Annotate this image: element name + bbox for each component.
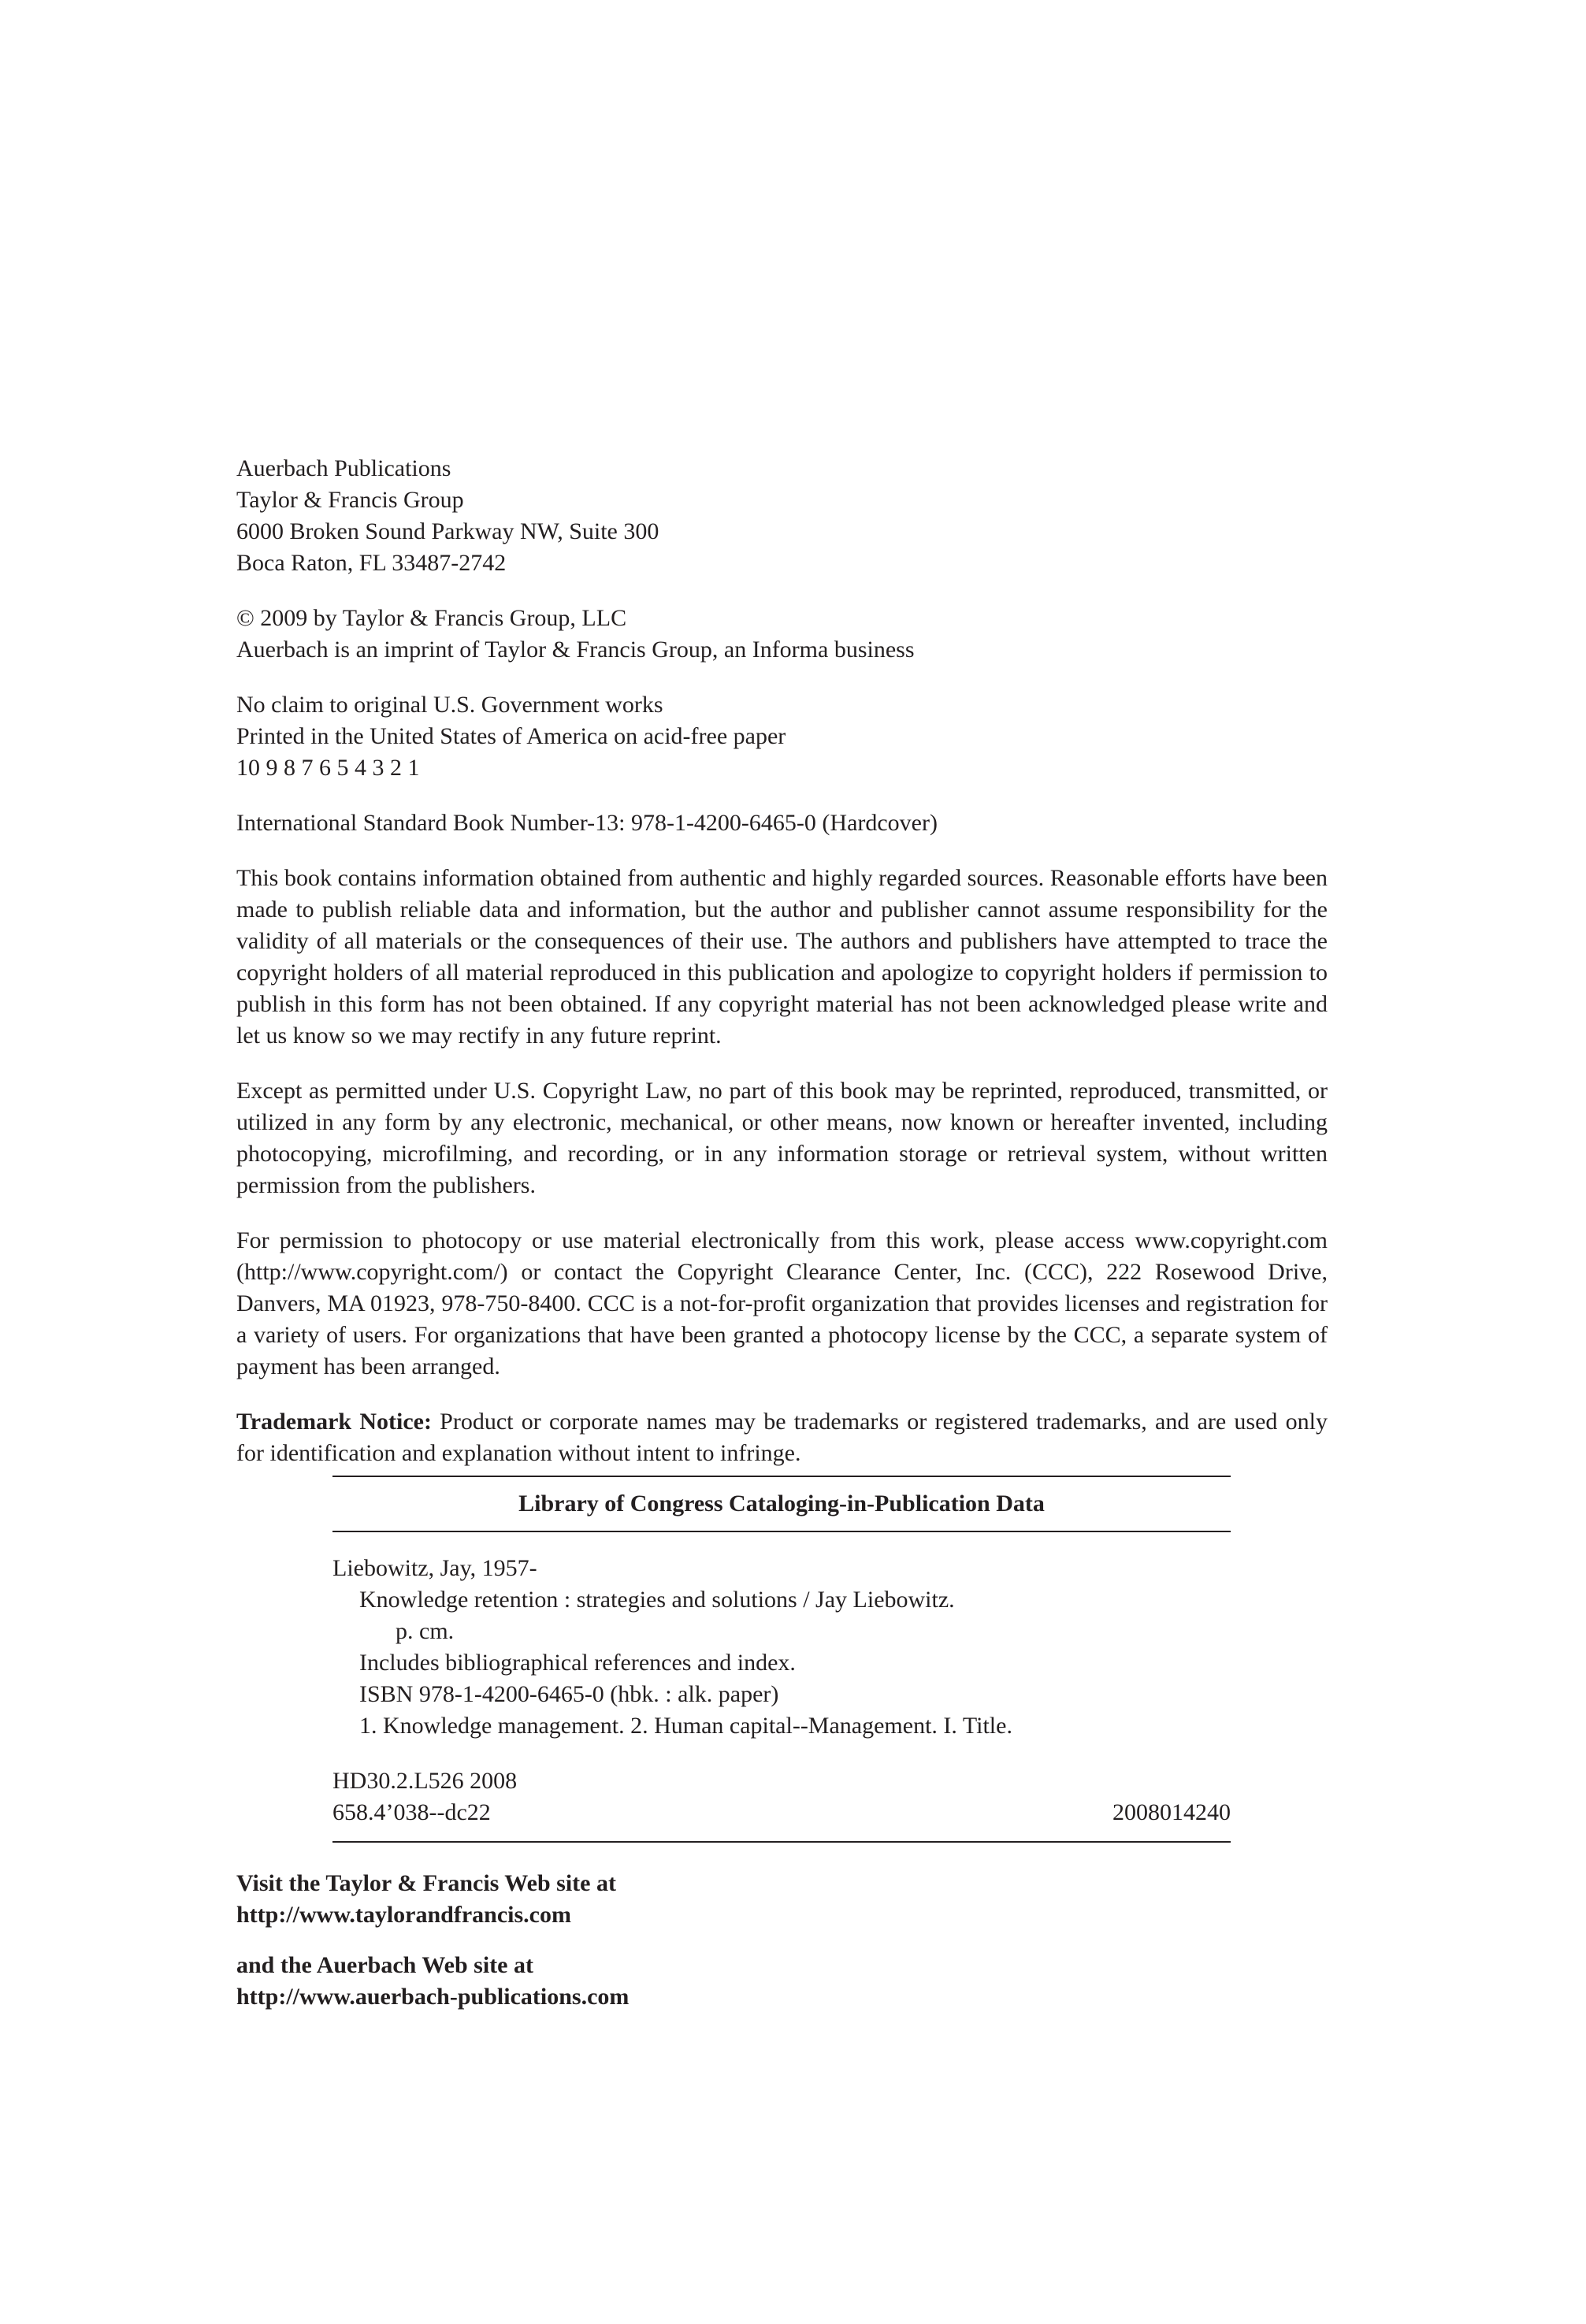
cip-dewey: 658.4’038--dc22 [332, 1799, 491, 1825]
tf-url-link[interactable]: http://www.taylorandfrancis.com [236, 1902, 571, 1928]
cip-body [332, 1532, 1231, 1841]
copyright-line: © 2009 by Taylor & Francis Group, LLC [236, 605, 627, 631]
printing-info [236, 689, 1328, 784]
trademark-notice [236, 1406, 1328, 1469]
cip-notes: Includes bibliographical references and index. [359, 1650, 796, 1676]
publisher-group: Taylor & Francis Group [236, 487, 464, 513]
cip-lc-class: HD30.2.L526 2008 [332, 1768, 518, 1794]
publisher-address-line-1: 6000 Broken Sound Parkway NW, Suite 300 [236, 518, 659, 544]
visit-taylor-francis [236, 1868, 1328, 1931]
print-number-line: 10 9 8 7 6 5 4 3 2 1 [236, 755, 420, 781]
publisher-address [236, 453, 1328, 579]
copyright-law-paragraph: Except as permitted under U.S. Copyright Law, no part of this book may be reprinted, reproduced, transmitted, or utilized in any form by any electronic, mechanical, or other means, now known or hereafter invented, including photocopying, microfilming, and recording, or in any information storage or retrieval system, without written permission from the publishers. [236, 1078, 1328, 1198]
visit-auerbach [236, 1950, 1328, 2013]
permission-paragraph: For permission to photocopy or use material electronically from this work, please access www.copyright.com (http://www.copyright.com/) or contact the Copyright Clearance Center, Inc. (CCC), 222 Rosewood Drive, Danvers, MA 01923, 978-750-8400. CCC is a not-for-profit organization that provides licenses and registration for a variety of users. For organizations that have been granted a photocopy license by the CCC, a separate system of payment has been arranged. [236, 1227, 1328, 1379]
disclaimer-paragraph: This book contains information obtained from authentic and highly regarded sources. Reasonable efforts have been made to publish reliable data and information, but the author and publisher cannot assume responsibility for the validity of all materials or the consequences of their use. The authors and publishers have attempted to trace the copyright holders of all material reproduced in this publication and apologize to copyright holders if permission to publish in this form has not been obtained. If any copyright material has not been acknowledged please write and let us know so we may rectify in any future reprint. [236, 865, 1328, 1049]
printed-in-line: Printed in the United States of America on acid-free paper [236, 723, 786, 749]
publisher-address-line-2: Boca Raton, FL 33487-2742 [236, 550, 507, 576]
trademark-text: Product or corporate names may be trademarks or registered trademarks, and are used only for identification and explanation without intent to infringe. [236, 1409, 1328, 1466]
cip-book-title: Knowledge retention : strategies and solutions / Jay Liebowitz. [359, 1587, 955, 1613]
visit-auerbach-text: and the Auerbach Web site at [236, 1952, 533, 1978]
visit-tf-text: Visit the Taylor & Francis Web site at [236, 1870, 616, 1896]
cip-author: Liebowitz, Jay, 1957- [332, 1555, 537, 1581]
cip-lccn: 2008014240 [1112, 1799, 1231, 1825]
auerbach-url-link[interactable]: http://www.auerbach-publications.com [236, 1984, 630, 2010]
cip-bottom-rule [332, 1841, 1231, 1843]
copyright-notice [236, 603, 1328, 666]
copyright-page [236, 453, 1328, 2013]
cip-pages: p. cm. [396, 1618, 455, 1644]
imprint-line: Auerbach is an imprint of Taylor & Francis Group, an Informa business [236, 637, 915, 663]
cip-classification-row [332, 1797, 1231, 1828]
trademark-label: Trademark Notice: [236, 1409, 432, 1435]
government-works-line: No claim to original U.S. Government works [236, 692, 663, 718]
publisher-name: Auerbach Publications [236, 455, 451, 481]
cip-title: Library of Congress Cataloging-in-Publication Data [518, 1491, 1045, 1517]
cip-isbn: ISBN 978-1-4200-6465-0 (hbk. : alk. paper) [359, 1681, 779, 1707]
cip-subjects: 1. Knowledge management. 2. Human capital--Management. I. Title. [359, 1713, 1012, 1739]
isbn-line: International Standard Book Number-13: 978-1-4200-6465-0 (Hardcover) [236, 810, 938, 836]
cip-data-block [332, 1476, 1231, 1843]
